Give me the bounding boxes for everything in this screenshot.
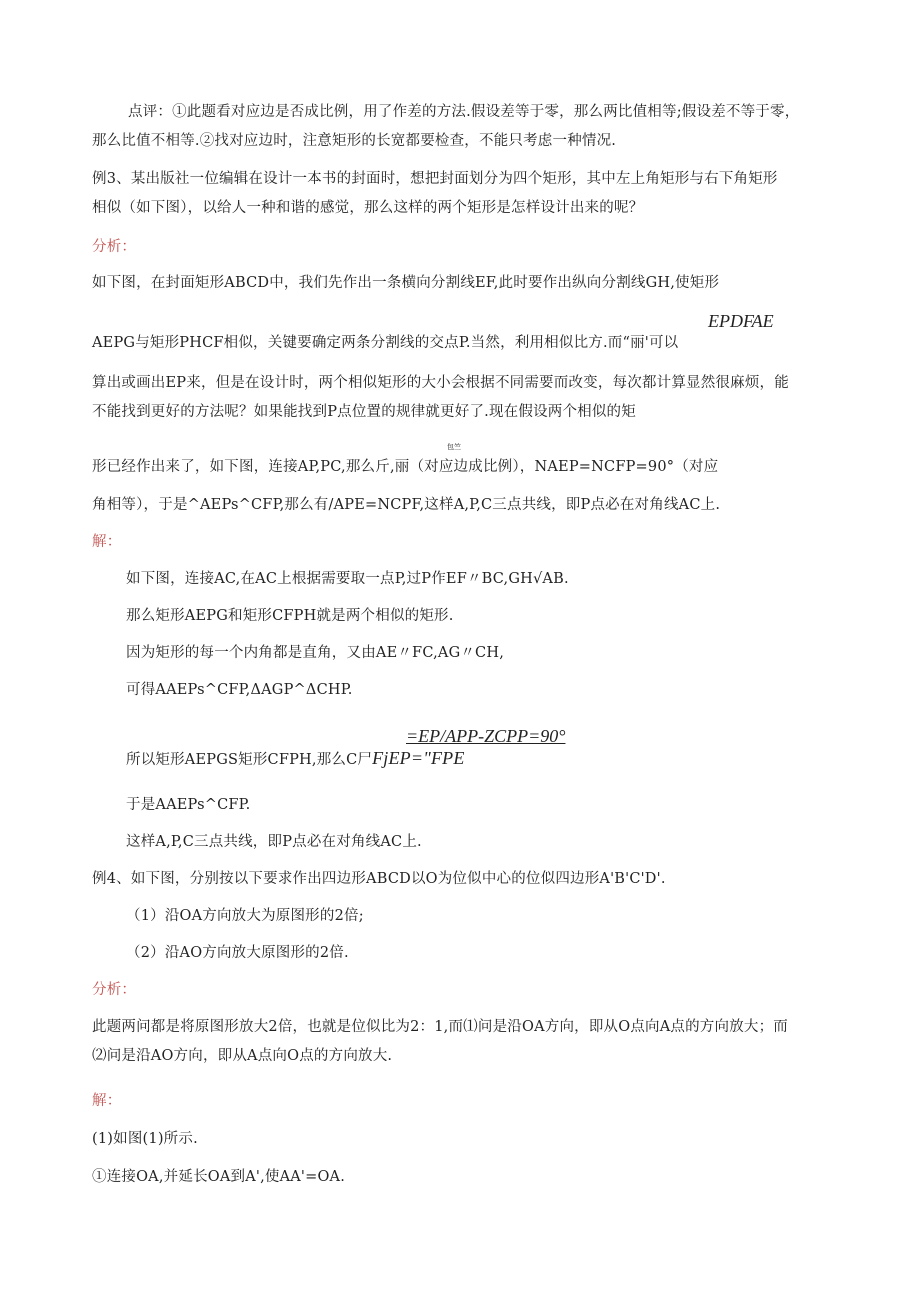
- analysis-2-line-2: ⑵问是沿AO方向，即从A点向O点的方向放大.: [92, 1048, 393, 1064]
- example-3-line-2: 相似（如下图），以给人一种和谐的感觉，那么这样的两个矩形是怎样设计出来的呢？: [92, 200, 644, 216]
- solution-line-7: 这样A,P,C三点共线，即P点必在对角线AC上.: [126, 834, 422, 850]
- analysis-line-1: 如下图，在封面矩形ABCD中，我们先作出一条横向分割线EF,此时要作出纵向分割线GH,使矩形: [92, 275, 720, 291]
- solution-line-6: 于是AAEPs^CFP.: [126, 797, 251, 813]
- formula-line-1: [406, 726, 565, 747]
- analysis-line-4: 不能找到更好的方法呢？如果能找到P点位置的规律就更好了.现在假设两个相似的矩: [92, 404, 636, 420]
- analysis-line-2: AEPG与矩形PHCF相似，关键要确定两条分割线的交点P.当然，利用相似比方.而“丽'可以: [92, 335, 679, 351]
- solution-line-1: 如下图，连接AC,在AC上根据需要取一点P,过P作EF〃BC,GH√AB.: [126, 571, 569, 587]
- solution-line-4: 可得AAEPs^CFP,ΔAGP^ΔCHP.: [126, 682, 353, 698]
- solution-2-line-1: (1)如图(1)所示.: [92, 1131, 198, 1147]
- remark-line-2: 那么比值不相等.②找对应边时，注意矩形的长宽都要检查，不能只考虑一种情况.: [92, 133, 617, 149]
- solution-line-5-prefix: 所以矩形AEPGS矩形CFPH,那么C尸: [126, 752, 373, 768]
- analysis-2-label: 分析：: [92, 982, 137, 998]
- example-4-line-1: 例4、如下图，分别按以下要求作出四边形ABCD以O为位似中心的位似四边形A'B'C'D'.: [92, 871, 666, 887]
- example-4-item-2: （2）沿AO方向放大原图形的2倍.: [126, 945, 349, 961]
- analysis-line-3: 算出或画出EP来，但是在设计时，两个相似矩形的大小会根据不同需要而改变，每次都计算显然很麻烦，能: [92, 375, 789, 391]
- solution-2-label: 解：: [92, 1093, 122, 1109]
- example-4-item-1: （1）沿OA方向放大为原图形的2倍;: [126, 908, 364, 924]
- analysis-label: 分析：: [92, 239, 137, 255]
- solution-line-3: 因为矩形的每一个内角都是直角，又由AE〃FC,AG〃CH,: [126, 645, 505, 661]
- example-3-line-1: 例3、某出版社一位编辑在设计一本书的封面时，想把封面划分为四个矩形，其中左上角矩形与右下角矩形: [92, 171, 778, 187]
- solution-label: 解：: [92, 534, 122, 550]
- formula-line-2: FjEP="FPE: [372, 748, 465, 768]
- solution-line-2: 那么矩形AEPG和矩形CFPH就是两个相似的矩形.: [126, 608, 454, 624]
- tiny-note: 包竺: [447, 443, 461, 451]
- solution-2-line-2: ①连接OA,并延长OA到A',使AA'=OA.: [92, 1169, 346, 1185]
- analysis-2-line-1: 此题两问都是将原图形放大2倍，也就是位似比为2：1,而⑴问是沿OA方向，即从O点向A点的方向放大；而: [92, 1019, 788, 1035]
- analysis-line-6: 角相等），于是^AEPs^CFP,那么有/APE=NCPF,这样A,P,C三点共线，即P点必在对角线AC上.: [92, 497, 721, 513]
- formula-line-1-text: =EP/APP-ZCPP=90°: [406, 726, 566, 746]
- remark-line-1: 点评：①此题看对应边是否成比例，用了作差的方法.假设差等于零，那么两比值相等;假设差不等于零，: [128, 104, 800, 120]
- solution-line-5: [126, 749, 465, 769]
- analysis-line-5: 形已经作出来了，如下图，连接AP,PC,那么斤,丽（对应边成比例），NAEP=NCFP=90°（对应: [92, 459, 719, 475]
- formula-epdfae: EPDFAE: [708, 311, 774, 331]
